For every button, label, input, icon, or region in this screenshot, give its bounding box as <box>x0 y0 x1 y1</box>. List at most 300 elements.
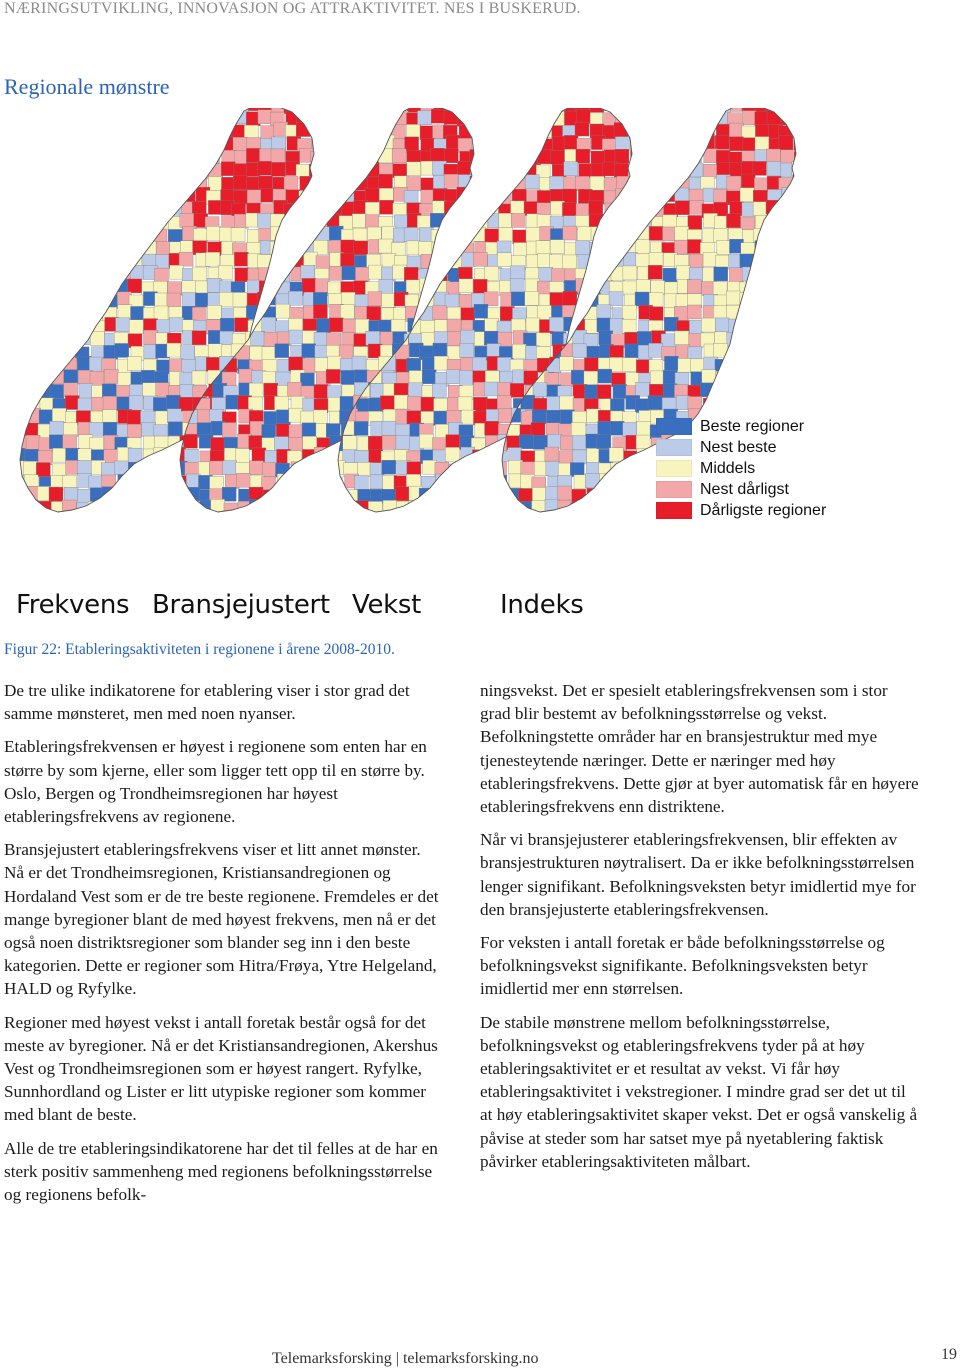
map-region <box>637 108 651 111</box>
map-region <box>344 124 358 138</box>
map-region <box>417 111 431 125</box>
map-region <box>636 280 650 294</box>
map-region <box>207 305 221 319</box>
map-region <box>78 108 92 113</box>
map-region <box>379 239 393 253</box>
map-region <box>192 201 206 215</box>
map-region <box>434 411 448 425</box>
map-region <box>663 113 677 127</box>
map-region <box>331 512 345 526</box>
map-region <box>472 450 486 464</box>
map-region <box>508 448 522 462</box>
map-region <box>648 108 662 113</box>
paragraph: Bransjejustert etableringsfrekvens viser et litt annet mønster. Nå er det Trondheimsregionen, Kristiansandregionen og Hordaland Vest som er de tre beste regionene. Fremdeles er det mange byregioner blant de med høyest frekvens, men nå er det også noen distriktsregioner som blander seg inn i den beste kategorien. Dette er regioner som Hitra/Frøya, Ytre Helgeland, HALD og Ryfylke. <box>4 840 439 999</box>
map-region <box>157 474 171 488</box>
map-region <box>179 151 193 165</box>
map-region <box>184 125 198 139</box>
map-region <box>117 177 131 191</box>
map-region <box>627 502 641 516</box>
map-region <box>597 435 611 449</box>
map-region <box>340 501 354 515</box>
map-region <box>418 501 432 515</box>
map-region <box>701 108 715 112</box>
map-region <box>303 215 317 229</box>
map-region <box>212 123 226 137</box>
map-region <box>486 449 500 463</box>
map-region <box>342 513 356 527</box>
map-region <box>194 138 208 152</box>
map-region <box>781 372 795 386</box>
map-region <box>53 229 67 243</box>
map-region <box>329 111 343 125</box>
map-region <box>64 137 78 151</box>
map-region <box>536 333 550 347</box>
map-region <box>130 265 144 279</box>
map-region <box>793 292 807 306</box>
map-region <box>623 461 637 475</box>
map-region <box>473 112 487 126</box>
map-region <box>357 112 371 126</box>
map-region <box>276 424 290 438</box>
map-region <box>272 513 286 527</box>
map-region <box>66 448 80 462</box>
map-region <box>780 357 794 371</box>
map-region <box>420 126 434 140</box>
map-region <box>563 291 577 305</box>
map-region <box>289 425 303 439</box>
map-region <box>13 161 27 175</box>
map-region <box>286 214 300 228</box>
map-region <box>13 399 27 413</box>
map-region <box>446 499 460 513</box>
map-region <box>383 500 397 514</box>
map-region <box>64 266 78 280</box>
map-region <box>101 463 115 477</box>
map-region <box>207 109 221 123</box>
map-region <box>290 503 304 517</box>
map-region <box>233 292 247 306</box>
map-region <box>181 108 195 113</box>
map-region <box>564 135 578 149</box>
map-region <box>50 384 64 398</box>
map-region <box>497 357 511 371</box>
map-region <box>11 279 25 293</box>
map-region <box>355 319 369 333</box>
map-region <box>610 399 624 413</box>
map-region <box>128 462 142 476</box>
map-region <box>77 200 91 214</box>
map-region <box>589 214 603 228</box>
map-region <box>10 499 24 513</box>
map-region <box>193 241 207 255</box>
map-region <box>622 216 636 230</box>
map-region <box>729 123 743 137</box>
map-region <box>10 108 24 114</box>
map-region <box>116 489 130 503</box>
map-region <box>585 474 599 488</box>
map-region <box>513 162 527 176</box>
map-region <box>140 488 154 502</box>
map-region <box>90 371 104 385</box>
map-region <box>617 489 631 503</box>
map-region <box>353 165 367 179</box>
map-region <box>578 227 592 241</box>
map-region <box>316 256 330 270</box>
map-region <box>550 292 564 306</box>
map-region <box>752 268 766 282</box>
map-region <box>12 188 26 202</box>
map-region <box>62 111 76 125</box>
map-region <box>603 230 617 244</box>
map-region <box>497 111 511 125</box>
map-region <box>716 150 730 164</box>
map-region <box>631 162 645 176</box>
map-region <box>514 242 528 256</box>
map-region <box>457 187 471 201</box>
map-region <box>495 124 509 138</box>
map-region <box>340 305 354 319</box>
map-region <box>244 125 258 139</box>
map-region <box>469 202 483 216</box>
map-region <box>622 319 636 333</box>
map-region <box>37 108 51 113</box>
map-region <box>263 463 277 477</box>
map-region <box>49 291 63 305</box>
map-region <box>598 254 612 268</box>
map-region <box>782 188 796 202</box>
map-region <box>154 463 168 477</box>
map-region <box>598 369 612 383</box>
map-region <box>91 203 105 217</box>
map-region <box>649 307 663 321</box>
page-number: 19 <box>941 1346 957 1363</box>
map-region <box>169 176 183 190</box>
map-region <box>277 410 291 424</box>
map-region <box>613 384 627 398</box>
map-region <box>716 399 730 413</box>
map-region <box>341 138 355 152</box>
map-region <box>170 318 184 332</box>
map-region <box>713 306 727 320</box>
map-region <box>38 304 52 318</box>
map-region <box>474 304 488 318</box>
map-region <box>540 124 554 138</box>
map-region <box>12 139 26 153</box>
map-region <box>421 254 435 268</box>
section-title: Regionale mønstre <box>4 74 170 99</box>
map-region <box>39 291 53 305</box>
map-region <box>326 488 340 502</box>
map-region <box>365 188 379 202</box>
map-region <box>378 148 392 162</box>
map-region <box>76 176 90 190</box>
map-region <box>24 108 38 113</box>
map-region <box>548 434 562 448</box>
map-region <box>247 190 261 204</box>
map-region <box>729 346 743 360</box>
map-region <box>495 176 509 190</box>
map-region <box>615 108 629 111</box>
map-region <box>525 175 539 189</box>
map-region <box>648 265 662 279</box>
map-region <box>331 190 345 204</box>
map-region <box>91 110 105 124</box>
map-region <box>508 126 522 140</box>
map-region <box>473 279 487 293</box>
map-region <box>39 281 53 295</box>
map-region <box>249 436 263 450</box>
map-region <box>446 514 460 528</box>
map-region <box>289 487 303 501</box>
map-region <box>25 320 39 334</box>
map-region <box>257 213 271 227</box>
map-region <box>471 175 485 189</box>
map-region <box>551 269 565 283</box>
map-region <box>315 488 329 502</box>
map-region <box>168 190 182 204</box>
map-region <box>447 370 461 384</box>
map-region <box>539 267 553 281</box>
map-region <box>186 474 200 488</box>
map-region <box>275 344 289 358</box>
map-region <box>472 152 486 166</box>
map-region <box>358 462 372 476</box>
map-region <box>380 111 394 125</box>
map-region <box>533 108 547 113</box>
map-region <box>563 226 577 240</box>
map-region <box>261 188 275 202</box>
map-region <box>459 108 473 113</box>
map-region <box>579 164 593 178</box>
map-region <box>511 201 525 215</box>
map-region <box>37 369 51 383</box>
map-region <box>501 178 515 192</box>
map-region <box>649 136 663 150</box>
map-region <box>368 265 382 279</box>
map-region <box>39 333 53 347</box>
map-region <box>37 357 51 371</box>
map-region <box>651 124 665 138</box>
map-region <box>62 333 76 347</box>
map-region <box>342 162 356 176</box>
map-region <box>65 149 79 163</box>
map-region <box>635 240 649 254</box>
map-region <box>271 226 285 240</box>
map-region <box>715 135 729 149</box>
map-region <box>511 110 525 124</box>
map-region <box>473 462 487 476</box>
map-region <box>571 423 585 437</box>
map-region <box>576 241 590 255</box>
map-region <box>624 513 638 527</box>
map-region <box>367 125 381 139</box>
map-region <box>461 515 475 529</box>
map-region <box>117 213 131 227</box>
map-region <box>496 109 510 123</box>
map-region <box>341 370 355 384</box>
map-region <box>675 201 689 215</box>
map-region <box>174 487 188 501</box>
map-region <box>62 252 76 266</box>
map-region <box>370 108 384 110</box>
map-region <box>584 371 598 385</box>
map-region <box>311 514 325 528</box>
map-region <box>141 461 155 475</box>
map-region <box>485 421 499 435</box>
map-region <box>782 280 796 294</box>
map-region <box>23 178 37 192</box>
map-region <box>752 360 766 374</box>
map-region <box>104 108 118 110</box>
map-region <box>155 293 169 307</box>
map-region <box>102 266 116 280</box>
map-region <box>105 278 119 292</box>
map-region <box>77 125 91 139</box>
map-region <box>221 162 235 176</box>
map-region <box>13 515 27 529</box>
map-region <box>664 108 678 111</box>
map-region <box>64 383 78 397</box>
map-region <box>284 176 298 190</box>
footer-publisher: Telemarksforsking | telemarksforsking.no <box>272 1350 539 1367</box>
map-region <box>597 502 611 516</box>
map-region <box>157 242 171 256</box>
map-region <box>312 139 326 153</box>
map-region <box>753 369 767 383</box>
map-region <box>573 450 587 464</box>
map-region <box>356 152 370 166</box>
map-region <box>498 382 512 396</box>
map-region <box>143 474 157 488</box>
map-region <box>289 437 303 451</box>
map-region <box>368 514 382 528</box>
map-region <box>494 165 508 179</box>
map-region <box>157 124 171 138</box>
map-region <box>407 358 421 372</box>
map-region <box>274 500 288 514</box>
map-region <box>729 268 743 282</box>
map-region <box>599 267 613 281</box>
map-region <box>166 500 180 514</box>
map-region <box>564 162 578 176</box>
legend-swatch <box>656 481 692 498</box>
map-region <box>537 305 551 319</box>
map-region <box>131 177 145 191</box>
map-region <box>210 514 224 528</box>
map-region <box>664 165 678 179</box>
map-region <box>499 123 513 137</box>
map-region <box>118 113 132 127</box>
map-region <box>88 295 102 309</box>
map-region <box>36 240 50 254</box>
map-region <box>407 411 421 425</box>
map-region <box>53 344 67 358</box>
map-region <box>194 513 208 527</box>
map-region <box>192 108 206 111</box>
map-region <box>520 138 534 152</box>
map-region <box>629 216 643 230</box>
map-region <box>520 109 534 123</box>
map-region <box>459 294 473 308</box>
map-region <box>781 230 795 244</box>
map-region <box>236 473 250 487</box>
map-region <box>445 229 459 243</box>
map-region <box>382 293 396 307</box>
map-region <box>471 489 485 503</box>
map-region <box>90 332 104 346</box>
map-region <box>182 292 196 306</box>
map-region <box>446 435 460 449</box>
map-region <box>611 473 625 487</box>
map-region <box>12 178 26 192</box>
legend-item-darligste <box>656 500 826 521</box>
map-region <box>792 162 806 176</box>
legend-item-nest-darligst <box>656 479 826 500</box>
map-region <box>460 343 474 357</box>
map-region <box>433 306 447 320</box>
map-region <box>716 241 730 255</box>
map-region <box>462 502 476 516</box>
map-region <box>365 215 379 229</box>
map-region <box>368 436 382 450</box>
map-region <box>459 476 473 490</box>
map-region <box>302 226 316 240</box>
map-region <box>444 149 458 163</box>
map-region <box>753 202 767 216</box>
map-region <box>486 138 500 152</box>
map-region <box>379 108 393 112</box>
map-region <box>628 490 642 504</box>
map-region <box>353 137 367 151</box>
map-region <box>584 358 598 372</box>
map-region <box>312 189 326 203</box>
map-region <box>39 228 53 242</box>
map-region <box>210 476 224 490</box>
map-region <box>586 513 600 527</box>
map-region <box>53 164 67 178</box>
map-region <box>103 410 117 424</box>
map-region <box>367 139 381 153</box>
map-region <box>154 135 168 149</box>
map-region <box>630 461 644 475</box>
map-region <box>79 383 93 397</box>
map-region <box>326 477 340 491</box>
map-region <box>638 113 652 127</box>
map-region <box>602 501 616 515</box>
map-region <box>196 150 210 164</box>
map-region <box>128 125 142 139</box>
map-region <box>345 137 359 151</box>
map-region <box>342 177 356 191</box>
map-region <box>446 514 460 528</box>
map-region <box>115 343 129 357</box>
map-region <box>128 279 142 293</box>
map-region <box>596 515 610 529</box>
map-region <box>436 474 450 488</box>
map-region <box>352 356 366 370</box>
map-region <box>186 138 200 152</box>
map-region <box>500 307 514 321</box>
map-region <box>461 202 475 216</box>
map-region <box>794 281 808 295</box>
map-region <box>314 137 328 151</box>
map-region <box>623 266 637 280</box>
map-region <box>185 165 199 179</box>
map-region <box>154 448 168 462</box>
map-region <box>101 513 115 527</box>
map-region <box>208 200 222 214</box>
map-region <box>25 306 39 320</box>
